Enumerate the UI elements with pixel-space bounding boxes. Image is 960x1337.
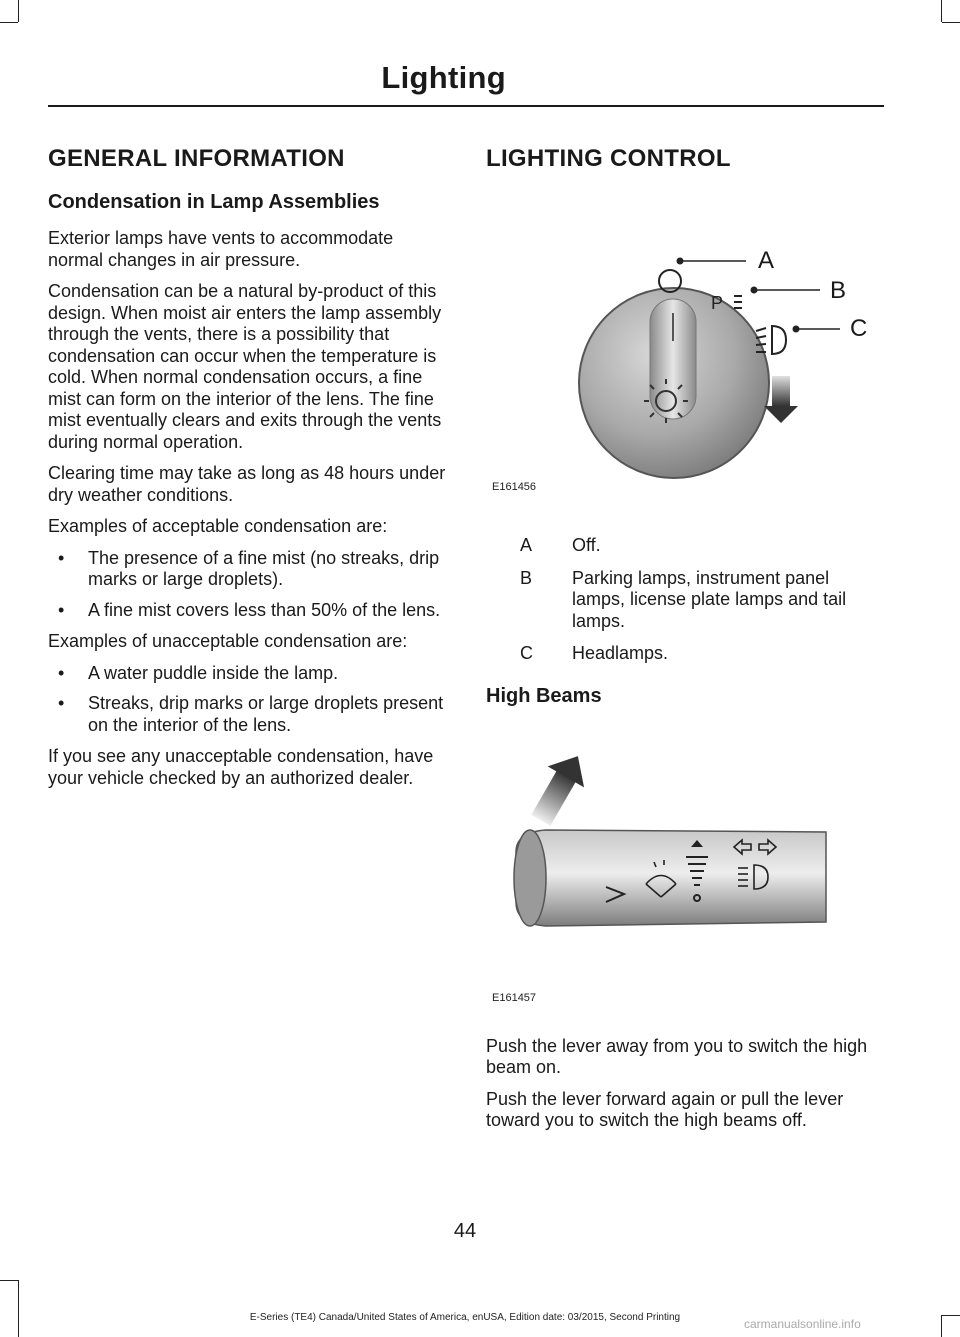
paragraph: Examples of unacceptable condensation are: [48,631,408,651]
edition-footer: E-Series (TE4) Canada/United States of America, enUSA, Edition date: 03/2015, Second Printing [249,1312,681,1323]
condensation-subheading: Condensation in Lamp Assemblies [48,191,380,213]
figure-code: E161457 [492,991,537,1004]
page-number: 44 [453,1220,477,1242]
parking-lamp-icon [734,296,742,308]
lever-end-cap [514,830,546,926]
lighting-control-figure [486,191,886,491]
unacceptable-list [48,663,448,737]
high-beams-figure [486,722,886,1012]
paragraph: Clearing time may take as long as 48 hours under dry weather conditions. [48,463,446,505]
paragraph: If you see any unacceptable condensation, have your vehicle checked by an authorized dealer. [48,746,434,788]
legend-key: A [520,535,533,555]
legend-key: C [520,643,533,663]
left-column [48,145,448,799]
header-rule [48,105,884,107]
legend-text: Parking lamps, instrument panel lamps, license plate lamps and tail lamps. [572,567,847,631]
acceptable-list [48,548,448,622]
crop-mark [941,0,942,22]
headlamp-switch-illustration [486,191,886,491]
crop-mark [941,1315,942,1337]
lighting-control-heading: LIGHTING CONTROL [486,145,731,172]
crop-mark [942,22,960,23]
page-title: Lighting [381,60,506,95]
list-item: • Streaks, drip marks or large droplets present on the interior of the lens. [58,693,444,735]
crop-mark [942,1315,960,1316]
parking-label: P [711,293,724,313]
crop-mark [0,22,18,23]
paragraph: Examples of acceptable condensation are: [48,516,388,536]
list-item: • The presence of a fine mist (no streaks, drip marks or large droplets). [58,547,440,589]
push-away-arrow-icon [523,745,596,830]
legend-text: Headlamps. [572,643,669,663]
legend-row-a [486,535,886,557]
callout-label-c: C [850,315,868,342]
multifunction-lever-illustration [486,722,886,992]
crop-mark [0,1280,18,1281]
legend-row-b [486,568,886,633]
legend [486,535,886,665]
watermark: carmanualsonline.info [744,1317,861,1331]
paragraph: Push the lever forward again or pull the lever toward you to switch the high beams off. [486,1088,844,1130]
general-information-heading: GENERAL INFORMATION [48,145,345,172]
crop-mark [18,0,19,22]
callout-label-a: A [758,247,775,274]
list-item: • A fine mist covers less than 50% of the lens. [58,599,441,620]
paragraph: Exterior lamps have vents to accommodate normal changes in air pressure. [48,228,394,270]
crop-mark [18,1280,19,1337]
paragraph: Push the lever away from you to switch the high beam on. [486,1035,868,1077]
legend-row-c [486,643,886,665]
high-beams-subheading: High Beams [486,684,602,707]
figure-code: E161456 [492,481,537,493]
legend-key: B [520,567,533,588]
right-column [486,145,886,1142]
list-item: • A water puddle inside the lamp. [58,662,339,683]
lever-body [516,830,826,926]
paragraph: Condensation can be a natural by-product of this design. When moist air enters the lamp assembly through the vents, there is a possibility that condensation can occur when the temperature is cold. When normal condensation occurs, a fine mist can form on the interior of the lens. The fine mist eventually clears and exits through the vents during normal operation. [48,281,442,452]
callout-label-b: B [830,277,847,304]
legend-text: Off. [572,535,601,555]
